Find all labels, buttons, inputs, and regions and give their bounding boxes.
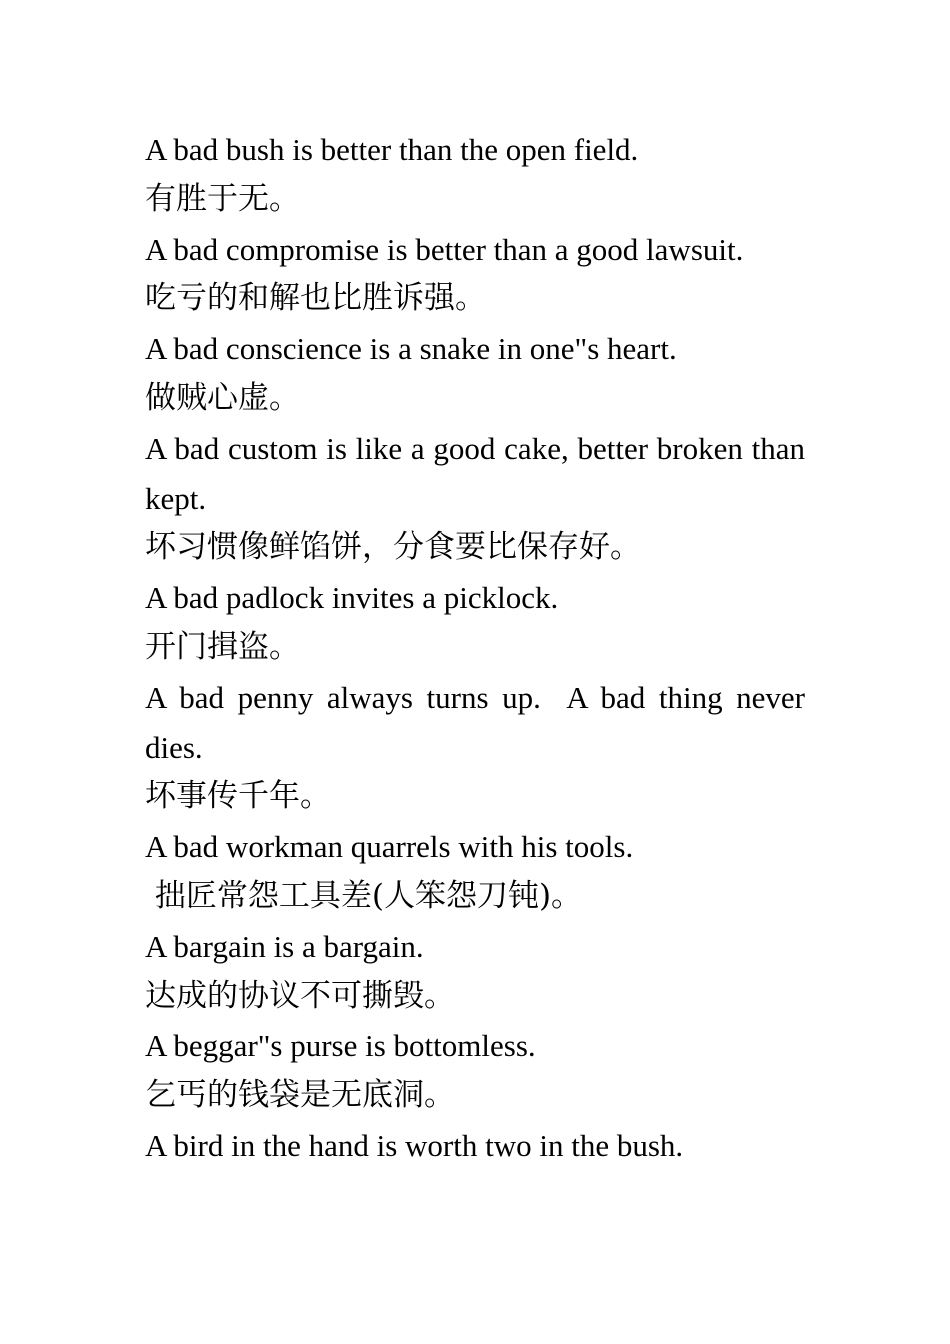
proverb-english: A bad conscience is a snake in one"s heart. bbox=[145, 331, 677, 367]
proverb-chinese: 拙匠常怨工具差(人笨怨刀钝)。 bbox=[145, 877, 583, 914]
proverb-english: A bird in the hand is worth two in the bush. bbox=[145, 1127, 684, 1163]
proverb-list bbox=[145, 125, 813, 1171]
proverb-chinese: 做贼心虚。 bbox=[145, 379, 300, 416]
proverb-chinese: 达成的协议不可撕毁。 bbox=[145, 977, 455, 1014]
proverb-english: A bargain is a bargain. bbox=[145, 928, 424, 964]
proverb-chinese: 坏习惯像鲜馅饼，分食要比保存好。 bbox=[145, 529, 641, 566]
proverb-chinese: 吃亏的和解也比胜诉强。 bbox=[145, 280, 486, 317]
proverb-english: A bad bush is better than the open field. bbox=[145, 132, 639, 167]
proverb-chinese: 乞丐的钱袋是无底洞。 bbox=[145, 1077, 455, 1114]
proverb-english: A bad custom is like a good cake, better broken than kept. bbox=[145, 430, 805, 516]
proverb-english: A bad padlock invites a picklock. bbox=[145, 580, 559, 616]
proverb-chinese: 坏事传千年。 bbox=[145, 778, 331, 815]
proverb-english: A beggar"s purse is bottomless. bbox=[145, 1028, 536, 1064]
proverb-english: A bad workman quarrels with his tools. bbox=[145, 829, 634, 865]
proverb-english: A bad compromise is better than a good lawsuit. bbox=[145, 231, 744, 267]
proverb-chinese: 开门揖盗。 bbox=[145, 628, 300, 665]
proverb-english: A bad penny always turns up. A bad thing never dies. bbox=[145, 679, 813, 765]
proverb-chinese: 有胜于无。 bbox=[145, 180, 300, 217]
